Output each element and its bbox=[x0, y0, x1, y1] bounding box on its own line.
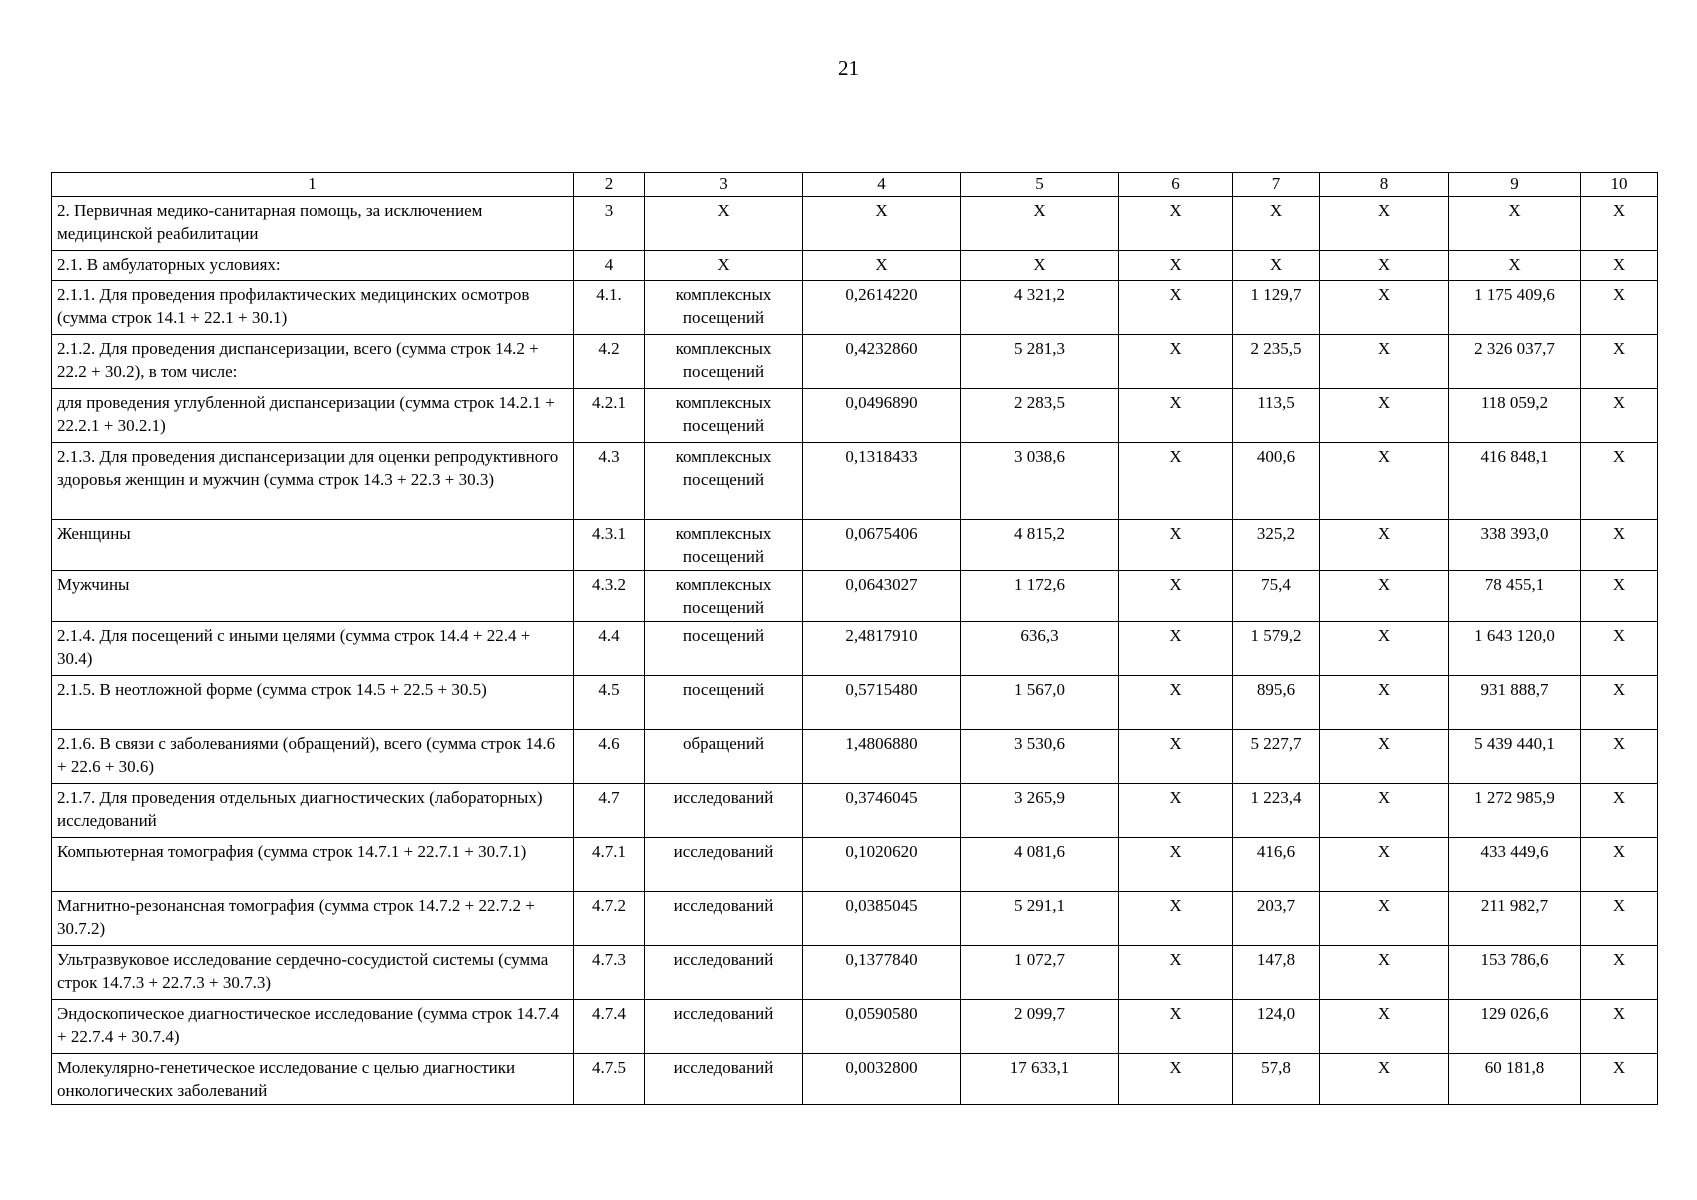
table-cell: комплексных посещений bbox=[645, 443, 803, 520]
table-cell: 113,5 bbox=[1233, 389, 1320, 443]
table-cell: 0,1377840 bbox=[803, 946, 961, 1000]
table-row bbox=[52, 1000, 1658, 1054]
row-label-cell: 2.1.4. Для посещений с иными целями (сумма строк 14.4 + 22.4 + 30.4) bbox=[52, 622, 574, 676]
table-cell: 4.4 bbox=[574, 622, 645, 676]
table-cell: 0,4232860 bbox=[803, 335, 961, 389]
table-cell: X bbox=[1119, 1000, 1233, 1054]
table-cell: X bbox=[1320, 571, 1449, 622]
table-cell: X bbox=[1581, 520, 1658, 571]
table-cell: 5 291,1 bbox=[961, 892, 1119, 946]
table-cell: X bbox=[961, 197, 1119, 251]
table-cell: 4.7.2 bbox=[574, 892, 645, 946]
table-cell: 5 439 440,1 bbox=[1449, 730, 1581, 784]
table-cell: 433 449,6 bbox=[1449, 838, 1581, 892]
column-header: 2 bbox=[574, 173, 645, 197]
table-cell: 4.3.1 bbox=[574, 520, 645, 571]
table-cell: X bbox=[1320, 730, 1449, 784]
table-cell: комплексных посещений bbox=[645, 571, 803, 622]
table-cell: 4.2.1 bbox=[574, 389, 645, 443]
table-cell: X bbox=[1119, 520, 1233, 571]
table-cell: 0,3746045 bbox=[803, 784, 961, 838]
row-label-cell: 2.1.5. В неотложной форме (сумма строк 14.5 + 22.5 + 30.5) bbox=[52, 676, 574, 730]
table-cell: X bbox=[1320, 946, 1449, 1000]
table-cell: 416,6 bbox=[1233, 838, 1320, 892]
table-row bbox=[52, 443, 1658, 520]
page-number: 21 bbox=[838, 56, 859, 80]
table-cell: 1 175 409,6 bbox=[1449, 281, 1581, 335]
table-row bbox=[52, 281, 1658, 335]
table-cell: 400,6 bbox=[1233, 443, 1320, 520]
table-cell: комплексных посещений bbox=[645, 281, 803, 335]
table-cell: 5 281,3 bbox=[961, 335, 1119, 389]
table-cell: 4 bbox=[574, 251, 645, 281]
table-cell: X bbox=[1581, 335, 1658, 389]
table-row bbox=[52, 520, 1658, 571]
row-label-cell: 2.1.2. Для проведения диспансеризации, всего (сумма строк 14.2 + 22.2 + 30.2), в том числе: bbox=[52, 335, 574, 389]
table-cell: 203,7 bbox=[1233, 892, 1320, 946]
column-header: 9 bbox=[1449, 173, 1581, 197]
table-cell: 1 579,2 bbox=[1233, 622, 1320, 676]
table-cell: 0,0590580 bbox=[803, 1000, 961, 1054]
table-cell: 0,1318433 bbox=[803, 443, 961, 520]
table-row bbox=[52, 730, 1658, 784]
table-cell: 931 888,7 bbox=[1449, 676, 1581, 730]
table-row bbox=[52, 892, 1658, 946]
table-cell: X bbox=[1119, 892, 1233, 946]
table-cell: 4.2 bbox=[574, 335, 645, 389]
table-cell: 1 172,6 bbox=[961, 571, 1119, 622]
table-cell: 2 099,7 bbox=[961, 1000, 1119, 1054]
table-cell: X bbox=[1581, 443, 1658, 520]
table-cell: 4.5 bbox=[574, 676, 645, 730]
table-row bbox=[52, 946, 1658, 1000]
table-cell: 1 129,7 bbox=[1233, 281, 1320, 335]
table-cell: 0,1020620 bbox=[803, 838, 961, 892]
table-cell: X bbox=[1119, 1054, 1233, 1105]
table-cell: 1 072,7 bbox=[961, 946, 1119, 1000]
table-cell: X bbox=[1320, 622, 1449, 676]
table-cell: 60 181,8 bbox=[1449, 1054, 1581, 1105]
table-cell: 895,6 bbox=[1233, 676, 1320, 730]
table-cell: 0,5715480 bbox=[803, 676, 961, 730]
table-cell: X bbox=[1320, 784, 1449, 838]
table-cell: 17 633,1 bbox=[961, 1054, 1119, 1105]
table-cell: X bbox=[1119, 443, 1233, 520]
table-row bbox=[52, 571, 1658, 622]
row-label-cell: 2.1. В амбулаторных условиях: bbox=[52, 251, 574, 281]
table-cell: X bbox=[1119, 838, 1233, 892]
table-cell: 4.1. bbox=[574, 281, 645, 335]
table-cell: 118 059,2 bbox=[1449, 389, 1581, 443]
table-cell: 4.6 bbox=[574, 730, 645, 784]
table-row bbox=[52, 335, 1658, 389]
row-label-cell: Женщины bbox=[52, 520, 574, 571]
table-row bbox=[52, 197, 1658, 251]
table-cell: 3 530,6 bbox=[961, 730, 1119, 784]
table-cell: X bbox=[1581, 946, 1658, 1000]
row-label-cell: Компьютерная томография (сумма строк 14.7.1 + 22.7.1 + 30.7.1) bbox=[52, 838, 574, 892]
table-cell: 4 815,2 bbox=[961, 520, 1119, 571]
table-cell: 325,2 bbox=[1233, 520, 1320, 571]
table-cell: X bbox=[1233, 251, 1320, 281]
table-cell: 147,8 bbox=[1233, 946, 1320, 1000]
table-cell: X bbox=[1581, 1000, 1658, 1054]
table-cell: X bbox=[1119, 571, 1233, 622]
column-header: 10 bbox=[1581, 173, 1658, 197]
table-cell: 0,2614220 bbox=[803, 281, 961, 335]
table-cell: 4.7 bbox=[574, 784, 645, 838]
table-cell: X bbox=[1119, 281, 1233, 335]
table-cell: X bbox=[1320, 335, 1449, 389]
table-cell: 3 bbox=[574, 197, 645, 251]
table-cell: X bbox=[1449, 197, 1581, 251]
table-cell: X bbox=[1119, 197, 1233, 251]
table-cell: X bbox=[1320, 197, 1449, 251]
column-header: 5 bbox=[961, 173, 1119, 197]
table-cell: 4.7.1 bbox=[574, 838, 645, 892]
table-cell: исследований bbox=[645, 946, 803, 1000]
table-cell: X bbox=[1581, 281, 1658, 335]
column-header: 8 bbox=[1320, 173, 1449, 197]
table-cell: 0,0385045 bbox=[803, 892, 961, 946]
table-cell: X bbox=[1320, 520, 1449, 571]
table-cell: X bbox=[1119, 335, 1233, 389]
table-cell: 153 786,6 bbox=[1449, 946, 1581, 1000]
table-row bbox=[52, 389, 1658, 443]
table-cell: комплексных посещений bbox=[645, 520, 803, 571]
table-cell: X bbox=[1581, 838, 1658, 892]
table-cell: 1 643 120,0 bbox=[1449, 622, 1581, 676]
table-cell: X bbox=[1320, 676, 1449, 730]
row-label-cell: 2.1.6. В связи с заболеваниями (обращений), всего (сумма строк 14.6 + 22.6 + 30.6) bbox=[52, 730, 574, 784]
table-cell: X bbox=[1119, 676, 1233, 730]
row-label-cell: Молекулярно-генетическое исследование с целью диагностики онкологических заболеваний bbox=[52, 1054, 574, 1105]
table-cell: комплексных посещений bbox=[645, 335, 803, 389]
table-cell: X bbox=[1581, 892, 1658, 946]
table-row bbox=[52, 251, 1658, 281]
table-cell: X bbox=[1320, 1000, 1449, 1054]
table-cell: 1,4806880 bbox=[803, 730, 961, 784]
column-header: 1 bbox=[52, 173, 574, 197]
table-cell: 124,0 bbox=[1233, 1000, 1320, 1054]
table-cell: обращений bbox=[645, 730, 803, 784]
table-cell: X bbox=[1119, 784, 1233, 838]
table-cell: исследований bbox=[645, 784, 803, 838]
table-row bbox=[52, 676, 1658, 730]
table-row bbox=[52, 784, 1658, 838]
table-cell: 0,0496890 bbox=[803, 389, 961, 443]
table-cell: исследований bbox=[645, 1000, 803, 1054]
table-cell: 75,4 bbox=[1233, 571, 1320, 622]
table-cell: 0,0032800 bbox=[803, 1054, 961, 1105]
table-cell: X bbox=[645, 197, 803, 251]
table-cell: 1 223,4 bbox=[1233, 784, 1320, 838]
table-cell: 0,0675406 bbox=[803, 520, 961, 571]
row-label-cell: Ультразвуковое исследование сердечно-сосудистой системы (сумма строк 14.7.3 + 22.7.3 + 30.7.3) bbox=[52, 946, 574, 1000]
row-label-cell: Магнитно-резонансная томография (сумма строк 14.7.2 + 22.7.2 + 30.7.2) bbox=[52, 892, 574, 946]
table-cell: X bbox=[1581, 389, 1658, 443]
column-header: 7 bbox=[1233, 173, 1320, 197]
table-cell: исследований bbox=[645, 892, 803, 946]
table-cell: X bbox=[1581, 197, 1658, 251]
table-cell: посещений bbox=[645, 676, 803, 730]
table-cell: X bbox=[1119, 251, 1233, 281]
table-cell: 4.7.5 bbox=[574, 1054, 645, 1105]
table-cell: 2 326 037,7 bbox=[1449, 335, 1581, 389]
table-row bbox=[52, 838, 1658, 892]
row-label-cell: 2.1.7. Для проведения отдельных диагностических (лабораторных) исследований bbox=[52, 784, 574, 838]
table-cell: X bbox=[1581, 784, 1658, 838]
table-cell: 78 455,1 bbox=[1449, 571, 1581, 622]
table-row bbox=[52, 1054, 1658, 1105]
table-cell: 4.3.2 bbox=[574, 571, 645, 622]
table-cell: 4.7.4 bbox=[574, 1000, 645, 1054]
table-cell: 416 848,1 bbox=[1449, 443, 1581, 520]
row-label-cell: 2.1.3. Для проведения диспансеризации для оценки репродуктивного здоровья женщин и мужчин (сумма строк 14.3 + 22.3 + 30.3) bbox=[52, 443, 574, 520]
table-cell: X bbox=[1320, 389, 1449, 443]
row-label-cell: 2. Первичная медико-санитарная помощь, за исключением медицинской реабилитации bbox=[52, 197, 574, 251]
table-cell: 1 272 985,9 bbox=[1449, 784, 1581, 838]
table-cell: X bbox=[1581, 571, 1658, 622]
table-cell: 4.7.3 bbox=[574, 946, 645, 1000]
table-cell: 2 283,5 bbox=[961, 389, 1119, 443]
table-cell: 57,8 bbox=[1233, 1054, 1320, 1105]
table-cell: X bbox=[1119, 730, 1233, 784]
table-cell: 4.3 bbox=[574, 443, 645, 520]
table-cell: 211 982,7 bbox=[1449, 892, 1581, 946]
table-cell: X bbox=[1320, 838, 1449, 892]
table-cell: X bbox=[1449, 251, 1581, 281]
table-cell: 3 038,6 bbox=[961, 443, 1119, 520]
table-cell: X bbox=[1581, 251, 1658, 281]
table-cell: X bbox=[1233, 197, 1320, 251]
table-cell: 0,0643027 bbox=[803, 571, 961, 622]
table-cell: X bbox=[803, 251, 961, 281]
table-cell: X bbox=[1581, 622, 1658, 676]
table-cell: X bbox=[1320, 251, 1449, 281]
table-cell: X bbox=[1320, 892, 1449, 946]
table-cell: X bbox=[1320, 281, 1449, 335]
table-cell: комплексных посещений bbox=[645, 389, 803, 443]
table-cell: 4 321,2 bbox=[961, 281, 1119, 335]
table-cell: X bbox=[1119, 389, 1233, 443]
column-header: 3 bbox=[645, 173, 803, 197]
column-number-row bbox=[52, 173, 1658, 197]
row-label-cell: для проведения углубленной диспансеризации (сумма строк 14.2.1 + 22.2.1 + 30.2.1) bbox=[52, 389, 574, 443]
table-cell: X bbox=[645, 251, 803, 281]
table-cell: X bbox=[1119, 622, 1233, 676]
table-cell: исследований bbox=[645, 838, 803, 892]
table-cell: X bbox=[961, 251, 1119, 281]
table-cell: 636,3 bbox=[961, 622, 1119, 676]
table-cell: 3 265,9 bbox=[961, 784, 1119, 838]
table-cell: посещений bbox=[645, 622, 803, 676]
table-cell: исследований bbox=[645, 1054, 803, 1105]
row-label-cell: Эндоскопическое диагностическое исследование (сумма строк 14.7.4 + 22.7.4 + 30.7.4) bbox=[52, 1000, 574, 1054]
table-cell: X bbox=[1119, 946, 1233, 1000]
table-cell: X bbox=[1320, 1054, 1449, 1105]
column-header: 6 bbox=[1119, 173, 1233, 197]
column-header: 4 bbox=[803, 173, 961, 197]
row-label-cell: Мужчины bbox=[52, 571, 574, 622]
table-row bbox=[52, 622, 1658, 676]
table-cell: 2,4817910 bbox=[803, 622, 961, 676]
table-cell: 338 393,0 bbox=[1449, 520, 1581, 571]
table-cell: X bbox=[1581, 676, 1658, 730]
row-label-cell: 2.1.1. Для проведения профилактических медицинских осмотров (сумма строк 14.1 + 22.1 + 30.1) bbox=[52, 281, 574, 335]
table-cell: X bbox=[803, 197, 961, 251]
table-body bbox=[52, 173, 1658, 1105]
table-cell: 129 026,6 bbox=[1449, 1000, 1581, 1054]
data-table bbox=[51, 172, 1658, 1105]
table-cell: X bbox=[1320, 443, 1449, 520]
table-cell: 2 235,5 bbox=[1233, 335, 1320, 389]
table-cell: 5 227,7 bbox=[1233, 730, 1320, 784]
table-cell: 4 081,6 bbox=[961, 838, 1119, 892]
table-cell: X bbox=[1581, 1054, 1658, 1105]
table-cell: 1 567,0 bbox=[961, 676, 1119, 730]
table-cell: X bbox=[1581, 730, 1658, 784]
